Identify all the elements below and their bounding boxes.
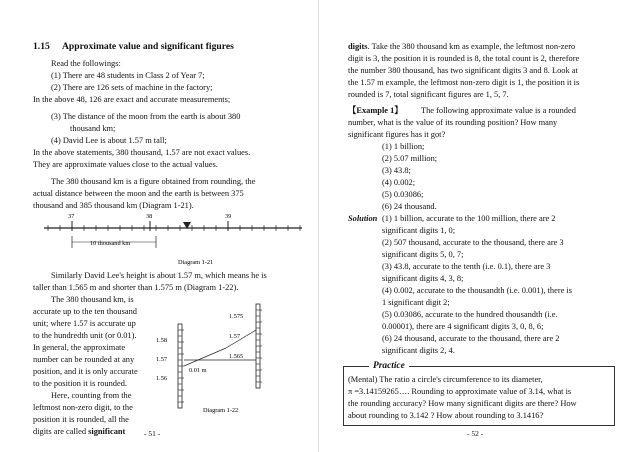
term-significant: significant xyxy=(88,427,126,436)
paragraph-moon-2: actual distance between the moon and the earth is between 375 xyxy=(33,189,244,198)
ruler-unit-label: 0.01 m xyxy=(189,367,207,374)
paragraph-count-2: leftmost non-zero digit, to the xyxy=(33,403,133,412)
solution-line-8: 1 significant digit 2; xyxy=(382,298,450,307)
practice-title: Practice xyxy=(369,360,409,372)
paragraph-digits-5: rounded is 7, total significant figures are 1, 5, 7. xyxy=(348,90,509,99)
ruler-zoom-label-1-575: 1.575 xyxy=(229,313,244,320)
practice-line-1: (Mental) The ratio a circle's circumference to its diameter, xyxy=(348,375,543,384)
paragraph-accuracy-8: to the position it is rounded. xyxy=(33,379,127,388)
example-item-6: (6) 24 thousand. xyxy=(382,202,437,211)
example-text-3: significant figures has it got? xyxy=(348,130,446,139)
paragraph-count-4-text: digits are called xyxy=(33,427,89,436)
page-number-right: - 52 - xyxy=(467,429,484,438)
list-item-1: (1) There are 48 students in Class 2 of Year 7; xyxy=(51,71,205,80)
paragraph-moon-3: thousand and 385 thousand km (Diagram 1-21). xyxy=(33,201,194,210)
solution-line-12: significant digits 2, 4. xyxy=(382,346,455,355)
paragraph-count-1: Here, counting from the xyxy=(51,391,132,400)
ruler-zoom-label-1-57: 1.57 xyxy=(229,333,241,340)
practice-line-2: π =3.14159265…. Rounding to approximate value of 3.14, what is xyxy=(348,387,572,396)
paragraph-exact: In the above 48, 126 are exact and accurate measurements; xyxy=(33,95,231,104)
scale-label-38: 38 xyxy=(146,213,153,220)
example-item-4: (4) 0.002; xyxy=(382,178,416,187)
solution-label: Solution xyxy=(348,214,378,223)
paragraph-digits-4: the 1.57 m example, the leftmost non-zero digit is 1, the position it is xyxy=(348,78,580,87)
solution-line-3: (2) 507 thousand, accurate to the thousand, there are 3 xyxy=(382,238,564,247)
solution-line-2: significant digits 1, 0; xyxy=(382,226,456,235)
example-item-3: (3) 43.8; xyxy=(382,166,411,175)
paragraph-accuracy-7: position, and it is only accurate xyxy=(33,367,138,376)
bracket-label: 10 thousand km xyxy=(90,240,131,247)
example-item-1: (1) 1 billion; xyxy=(382,142,425,151)
practice-line-4: about rounding to 3.142 ? How about rounding to 3.1416? xyxy=(348,411,544,420)
paragraph-count-4 xyxy=(33,426,125,438)
list-item-3-cont: thousand km; xyxy=(70,124,116,133)
ruler-label-1-58: 1.58 xyxy=(156,337,168,344)
number-line-diagram xyxy=(40,208,310,266)
example-label: 【Example 1】 xyxy=(348,106,403,115)
paragraph-intro: Read the followings: xyxy=(51,59,121,68)
scale-label-37: 37 xyxy=(68,213,75,220)
ruler-label-1-56: 1.56 xyxy=(156,375,168,382)
list-item-3: (3) The distance of the moon from the earth is about 380 xyxy=(51,112,241,121)
diagram-caption-1-22: Diagram 1-22 xyxy=(203,407,239,414)
paragraph-accuracy-3: unit; where 1.57 is accurate up xyxy=(33,319,136,328)
paragraph-height-1: Similarly David Lee's height is about 1.57 m, which means he is xyxy=(51,271,267,280)
list-item-4: (4) David Lee is about 1.57 m tall; xyxy=(51,136,167,145)
right-page xyxy=(320,0,638,452)
example-item-2: (2) 5.07 million; xyxy=(382,154,438,163)
solution-line-11: (6) 24 thousand, accurate to the thousand, there are 2 xyxy=(382,334,560,343)
paragraph-digits-1-text: . Take the 380 thousand km as example, the leftmost non-zero xyxy=(367,42,576,51)
solution-line-1: (1) 1 billion, accurate to the 100 million, there are 2 xyxy=(382,214,556,223)
ruler-zoom-label-1-565: 1.565 xyxy=(229,353,244,360)
solution-line-4: significant digits 5, 0, 7; xyxy=(382,250,464,259)
example-item-5: (5) 0.03086; xyxy=(382,190,424,199)
solution-line-10: 0.00001), there are 4 significant digits 3, 0, 8, 6; xyxy=(382,322,544,331)
paragraph-approx-1: In the above statements, 380 thousand, 1.57 are not exact values. xyxy=(33,148,251,157)
paragraph-accuracy-5: In general, the approximate xyxy=(33,343,126,352)
paragraph-digits-2: digit is 3, the position it is rounded is 8, the total count is 2, therefore xyxy=(348,54,580,63)
section-title: Approximate value and significant figures xyxy=(62,41,234,52)
paragraph-digits-1 xyxy=(348,41,575,53)
paragraph-digits-3: the number 380 thousand, has two significant digits 3 and 8. Look at xyxy=(348,66,578,75)
paragraph-accuracy-1: The 380 thousand km, is xyxy=(51,295,134,304)
ruler-diagram xyxy=(156,300,286,418)
paragraph-accuracy-6: number can be rounded at any xyxy=(33,355,135,364)
paragraph-accuracy-4: to the hundredth unit (or 0.01). xyxy=(33,331,137,340)
solution-line-9: (5) 0.03086, accurate to the hundred thousandth (i.e. xyxy=(382,310,558,319)
diagram-caption-1-21: Diagram 1-21 xyxy=(178,259,214,266)
solution-line-5: (3) 43.8, accurate to the tenth (i.e. 0.1), there are 3 xyxy=(382,262,551,271)
paragraph-moon-1: The 380 thousand km is a figure obtained from rounding, the xyxy=(51,177,256,186)
paragraph-approx-2: They are approximate values close to the actual values. xyxy=(33,160,218,169)
paragraph-height-2: taller than 1.565 m and shorter than 1.575 m (Diagram 1-22). xyxy=(33,283,239,292)
list-item-2: (2) There are 126 sets of machine in the factory; xyxy=(51,83,213,92)
section-number: 1.15 xyxy=(33,41,50,52)
solution-line-7: (4) 0.002, accurate to the thousandth (i.e. 0.001), there is xyxy=(382,286,573,295)
example-text: The following approximate value is a rounded xyxy=(421,106,576,115)
paragraph-count-3: position it is rounded, all the xyxy=(33,415,129,424)
term-digits: digits xyxy=(348,42,368,51)
example-text-2: number, what is the value of its rounding position? How many xyxy=(348,118,558,127)
ruler-label-1-57: 1.57 xyxy=(156,356,168,363)
practice-line-3: the rounding accuracy? How many significant digits are there? How xyxy=(348,399,577,408)
page-number-left: - 51 - xyxy=(144,429,161,438)
solution-line-6: significant digits 4, 3, 8; xyxy=(382,274,464,283)
scale-label-39: 39 xyxy=(225,213,232,220)
paragraph-accuracy-2: accurate up to the ten thousand xyxy=(33,307,137,316)
